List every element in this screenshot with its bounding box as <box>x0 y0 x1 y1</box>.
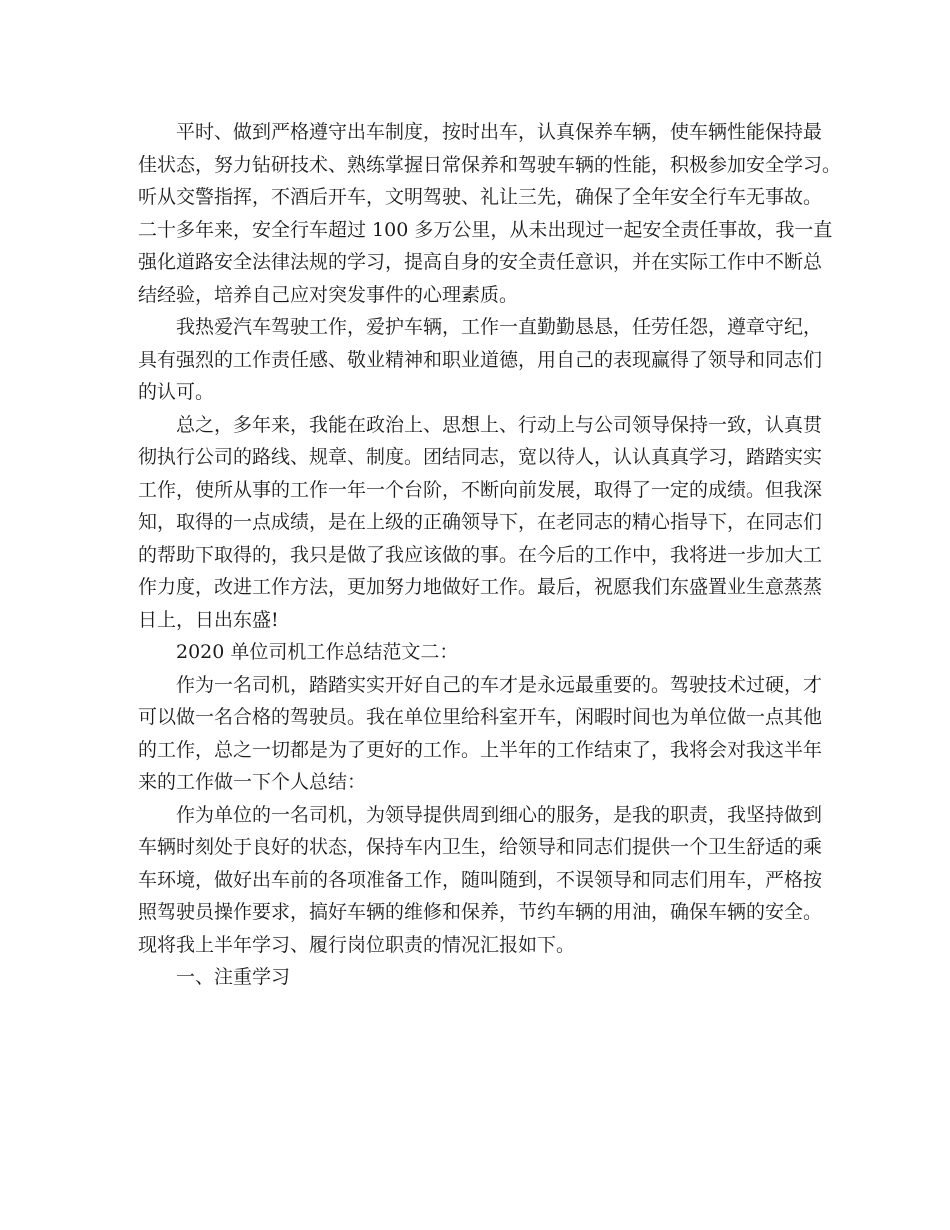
paragraph-5 <box>138 799 823 962</box>
paragraph-line: 强化道路安全法律法规的学习，提高自身的安全责任意识，并在实际工作中不断总 <box>138 251 823 273</box>
paragraph-4 <box>138 669 823 799</box>
document-body <box>138 116 842 994</box>
paragraph-line: 平时、做到严格遵守出车制度，按时出车，认真保养车辆，使车辆性能保持最 <box>176 121 823 143</box>
paragraph-line: 工作，使所从事的工作一年一个台阶，不断向前发展，取得了一定的成绩。但我深 <box>138 478 823 501</box>
paragraph-line: 的帮助下取得的，我只是做了我应该做的事。在今后的工作中，我将进一步加大工 <box>138 543 823 566</box>
paragraph-line: 二十多年来，安全行车超过 100 多万公里，从未出现过一起安全责任事故，我一直 <box>138 218 833 241</box>
subsection-heading-text: 一、注重学习 <box>176 966 291 988</box>
paragraph-line: 彻执行公司的路线、规章、制度。团结同志，宽以待人，认认真真学习，踏踏实实 <box>138 446 823 468</box>
paragraph-line: 佳状态，努力钻研技术、熟练掌握日常保养和驾驶车辆的性能，积极参加安全学习。 <box>138 153 842 176</box>
paragraph-line: 的认可。 <box>138 381 215 403</box>
paragraph-line: 听从交警指挥，不酒后开车，文明驾驶、礼让三先，确保了全年安全行车无事故。 <box>138 186 823 208</box>
paragraph-line: 现将我上半年学习、履行岗位职责的情况汇报如下。 <box>138 933 576 956</box>
paragraph-line: 结经验，培养自己应对突发事件的心理素质。 <box>138 283 519 306</box>
paragraph-line: 知，取得的一点成绩，是在上级的正确领导下，在老同志的精心指导下，在同志们 <box>138 511 823 533</box>
paragraph-line: 作为一名司机，踏踏实实开好自己的车才是永远最重要的。驾驶技术过硬，才 <box>176 673 823 696</box>
paragraph-line: 日上，日出东盛! <box>138 608 279 631</box>
subsection-heading <box>138 961 818 994</box>
paragraph-line: 作为单位的一名司机，为领导提供周到细心的服务，是我的职责，我坚持做到 <box>176 803 823 826</box>
paragraph-line: 可以做一名合格的驾驶员。我在单位里给科室开车，闲暇时间也为单位做一点其他 <box>138 706 823 728</box>
paragraph-line: 作力度，改进工作方法，更加努力地做好工作。最后，祝愿我们东盛置业生意蒸蒸 <box>138 576 823 598</box>
paragraph-2 <box>138 311 823 409</box>
paragraph-1 <box>138 116 842 311</box>
paragraph-line: 车环境，做好出车前的各项准备工作，随叫随到，不误领导和同志们用车，严格按 <box>138 868 823 891</box>
paragraph-line: 我热爱汽车驾驶工作，爱护车辆，工作一直勤勤恳恳，任劳任怨，遵章守纪， <box>176 316 823 338</box>
paragraph-line: 的工作，总之一切都是为了更好的工作。上半年的工作结束了，我将会对我这半年 <box>138 738 823 761</box>
section-heading <box>138 636 818 669</box>
paragraph-line: 来的工作做一下个人总结： <box>138 771 367 793</box>
paragraph-line: 车辆时刻处于良好的状态，保持车内卫生，给领导和同志们提供一个卫生舒适的乘 <box>138 836 823 858</box>
section-heading-text: 2020 单位司机工作总结范文二： <box>176 641 459 663</box>
paragraph-3 <box>138 409 823 637</box>
paragraph-line: 总之，多年来，我能在政治上、思想上、行动上与公司领导保持一致，认真贯 <box>176 413 823 436</box>
paragraph-line: 具有强烈的工作责任感、敬业精神和职业道德，用自己的表现赢得了领导和同志们 <box>138 348 823 371</box>
paragraph-line: 照驾驶员操作要求，搞好车辆的维修和保养，节约车辆的用油，确保车辆的安全。 <box>138 901 823 923</box>
